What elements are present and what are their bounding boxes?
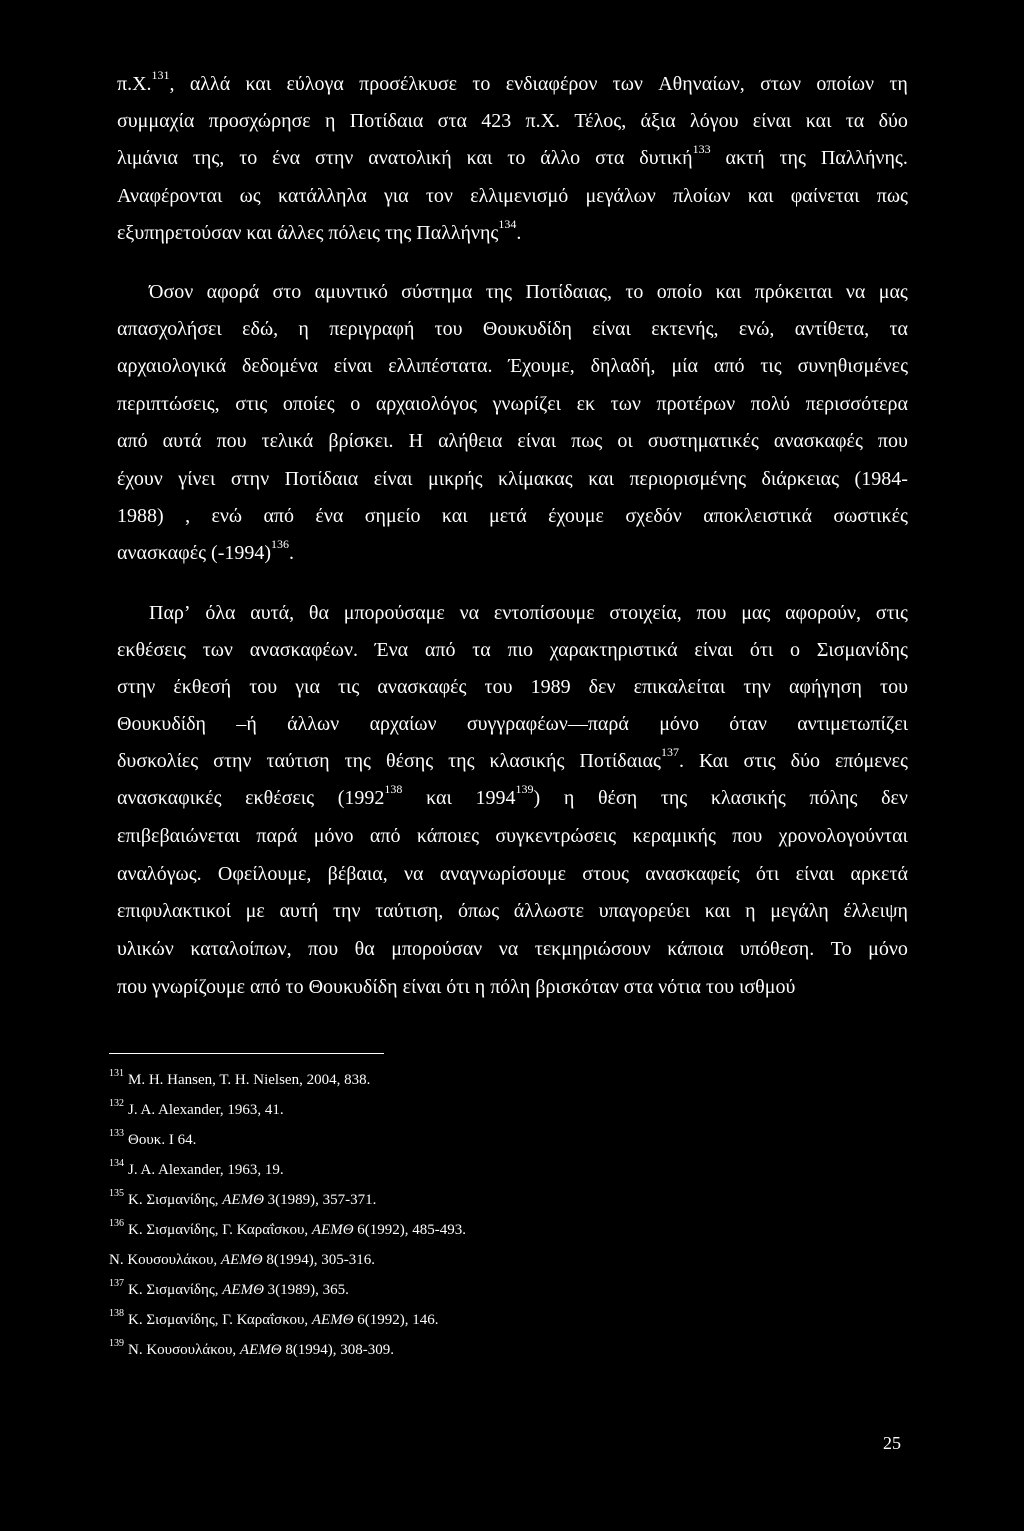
footnote: $^{132}$ J. A. Alexander, 1963, 41. [109, 1098, 284, 1118]
journal-abbreviation: ΑΕΜΘ [239, 1342, 282, 1358]
page-number: 25 [883, 1433, 901, 1453]
text-line: ανασκαφές $(-1994)^{136}$. [117, 537, 295, 564]
text-line: π.Χ.$^{131}$, αλλά και εύλογα προσέλκυσε το ενδιαφέρον των Αθηναίων, στων οποίων τη [117, 68, 908, 95]
footnote: $^{133}$ Θουκ. I 64. [109, 1128, 197, 1148]
footnote: Ν. Κουσουλάκου, ΑΕΜΘ 8(1994), 305-316. [109, 1252, 376, 1268]
text-line: επιβεβαιώνεται παρά μόνο από κάποιες συγκεντρώσεις κεραμικής που χρονολογούνται [117, 825, 908, 847]
footnote-number: 139 [109, 1338, 124, 1349]
journal-abbreviation: ΑΕΜΘ [222, 1282, 264, 1298]
text-line: Θουκυδίδη –ή άλλων αρχαίων συγγραφέων—παρά μόνο όταν αντιμετωπίζει [117, 713, 908, 735]
footnote: $^{131}$ M. H. Hansen, T. H. Nielsen, 2004, 838. [109, 1068, 371, 1088]
footnote-ref: 137 [660, 745, 679, 760]
footnote-number: 134 [109, 1158, 124, 1169]
footnote: $^{137}$ Κ. Σισμανίδης, ΑΕΜΘ 3(1989), 365. [109, 1278, 349, 1298]
footnote-ref: 131 [151, 68, 170, 83]
journal-abbreviation: ΑΕΜΘ [311, 1312, 354, 1328]
footnote-ref: 138 [384, 782, 403, 797]
text-line: περιπτώσεις, στις οποίες ο αρχαιολόγος γνωρίζει εκ των προτέρων πολύ περισσότερα [117, 393, 908, 415]
journal-abbreviation: ΑΕΜΘ [311, 1222, 354, 1238]
text-line: που γνωρίζουμε από το Θουκυδίδη είναι ότι η πόλη βρισκόταν στα νότια του ισθμού [117, 976, 796, 998]
text-line: εκθέσεις των ανασκαφέων. Ένα από τα πιο χαρακτηριστικά είναι ότι ο Σισμανίδης [117, 639, 908, 661]
footnote: $^{134}$ J. A. Alexander, 1963, 19. [109, 1158, 284, 1178]
footnote-number: 133 [109, 1128, 124, 1139]
footnote-ref: 139 [515, 782, 534, 797]
text-line: 1988) , ενώ από ένα σημείο και μετά έχουμε σχεδόν αποκλειστικά σωστικές [117, 505, 908, 527]
text-line: εξυπηρετούσαν και άλλες πόλεις της Παλλήνης$^{134}$. [117, 217, 522, 244]
footnote-number: 135 [109, 1188, 124, 1199]
text-line: συμμαχία προσχώρησε η Ποτίδαια στα 423 π.Χ. Τέλος, άξια λόγου είναι και τα δύο [117, 110, 908, 132]
text-line: στην έκθεσή του για τις ανασκαφές του 1989 δεν επικαλείται την αφήγηση του [117, 676, 908, 698]
text-line: δυσκολίες στην ταύτιση της θέσης της κλασικής Ποτίδαιας$^{137}$. Και στις δύο επόμενες [117, 745, 908, 772]
footnote-number: 136 [109, 1218, 124, 1229]
footnote-number: 131 [109, 1068, 124, 1079]
footnote-ref: 133 [692, 142, 711, 157]
footnote-number: 138 [109, 1308, 124, 1319]
journal-abbreviation: ΑΕΜΘ [222, 1192, 264, 1208]
text-line: Αναφέρονται ως κατάλληλα για τον ελλιμενισμό μεγάλων πλοίων και φαίνεται πως [117, 185, 908, 207]
footnote: $^{135}$ Κ. Σισμανίδης, ΑΕΜΘ 3(1989), 357-371. [109, 1188, 377, 1208]
text-line: Παρ’ όλα αυτά, θα μπορούσαμε να εντοπίσουμε στοιχεία, που μας αφορούν, στις [149, 602, 908, 624]
journal-abbreviation: ΑΕΜΘ [220, 1252, 263, 1268]
footnote: $^{136}$ Κ. Σισμανίδης, Γ. Καραΐσκου, ΑΕΜΘ 6(1992), 485-493. [109, 1218, 467, 1238]
text-line: αρχαιολογικά δεδομένα είναι ελλιπέστατα. Έχουμε, δηλαδή, μία από τις συνηθισμένες [117, 355, 908, 377]
text-line: ανασκαφικές εκθέσεις (1992$^{138}$ και 1994$^{139}$) η θέση της κλασικής πόλης δεν [117, 782, 908, 809]
text-line: Όσον αφορά στο αμυντικό σύστημα της Ποτίδαιας, το οποίο και πρόκειται να μας [149, 281, 908, 303]
footnote: $^{138}$ Κ. Σισμανίδης, Γ. Καραΐσκου, ΑΕΜΘ 6(1992), 146. [109, 1308, 439, 1328]
text-line: λιμάνια της, το ένα στην ανατολική και το άλλο στα δυτική$^{133}$ ακτή της Παλλήνης. [117, 142, 908, 169]
text-line: υλικών καταλοίπων, που θα μπορούσαν να τεκμηριώσουν κάποια υπόθεση. Το μόνο [117, 938, 908, 960]
footnote-separator [109, 1053, 384, 1054]
text-line: αναλόγως. Οφείλουμε, βέβαια, να αναγνωρίσουμε στους ανασκαφείς ότι είναι αρκετά [117, 863, 908, 885]
footnote-ref: 136 [271, 537, 290, 552]
text-line: έχουν γίνει στην Ποτίδαια είναι μικρής κλίμακας και περιορισμένης διάρκειας (1984- [117, 468, 908, 490]
footnote-ref: 134 [498, 217, 517, 232]
text-line: επιφυλακτικοί με αυτή την ταύτιση, όπως άλλωστε υπαγορεύει και η μεγάλη έλλειψη [117, 900, 908, 922]
footnote: $^{139}$ Ν. Κουσουλάκου, ΑΕΜΘ 8(1994), 308-309. [109, 1338, 395, 1358]
text-line: από αυτά που τελικά βρίσκει. Η αλήθεια είναι πως οι συστηματικές ανασκαφές που [117, 430, 908, 452]
footnote-number: 137 [109, 1278, 124, 1289]
footnote-number: 132 [109, 1098, 124, 1109]
text-line: απασχολήσει εδώ, η περιγραφή του Θουκυδίδη είναι εκτενής, ενώ, αντίθετα, τα [117, 318, 908, 340]
